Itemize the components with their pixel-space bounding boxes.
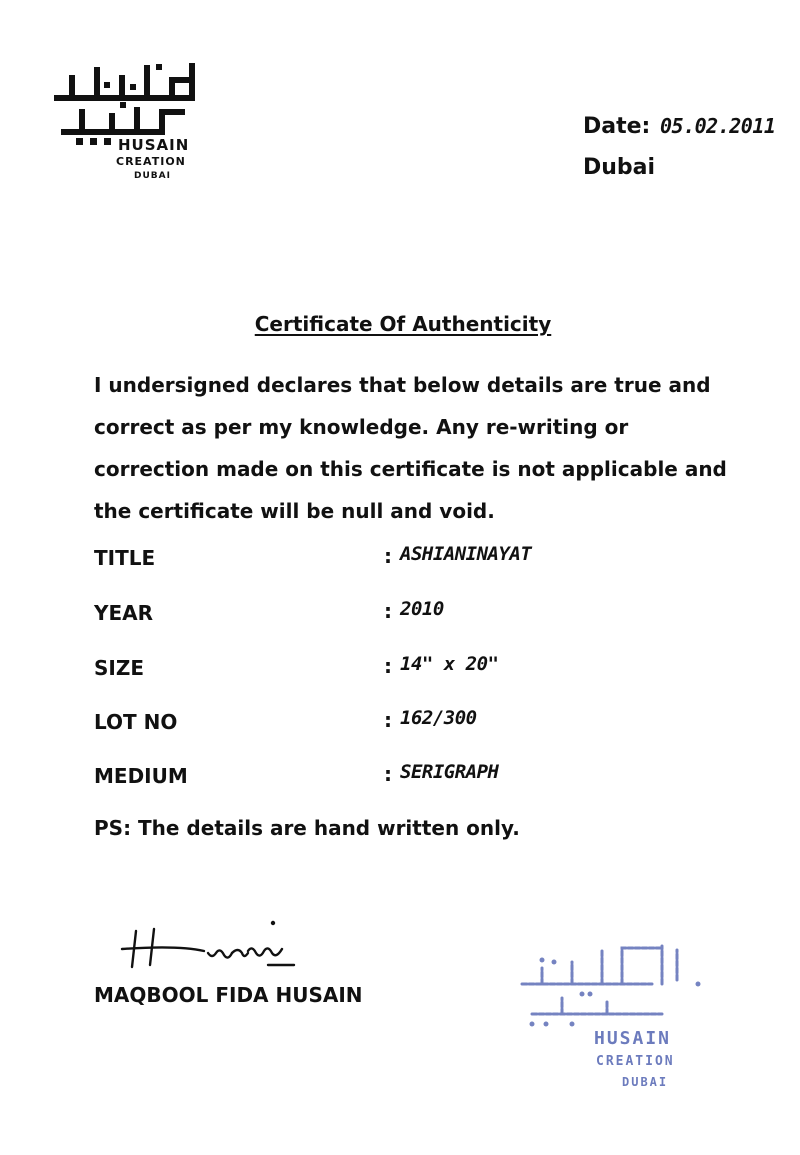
logo-name-text: HUSAIN [118, 136, 190, 154]
logo-sub-text: CREATION [116, 155, 186, 168]
handwritten-signature [118, 915, 318, 975]
detail-label: MEDIUM [94, 764, 188, 788]
stamp-city-text: DUBAI [622, 1075, 669, 1089]
detail-label: SIZE [94, 656, 145, 680]
detail-colon: : [384, 708, 392, 732]
date-label: Date: [583, 114, 651, 139]
date-line [583, 114, 775, 139]
footnote: PS: The details are hand written only. [94, 816, 520, 840]
detail-value-handwritten: SERIGRAPH [400, 761, 499, 783]
detail-colon: : [384, 654, 392, 678]
logo-city-text: DUBAI [134, 171, 171, 181]
stamp-name-text: HUSAIN [594, 1028, 672, 1049]
detail-colon: : [384, 762, 392, 786]
detail-row-title [94, 540, 714, 580]
detail-value-handwritten: 14" x 20" [400, 653, 499, 675]
city-label: Dubai [583, 155, 656, 180]
detail-row-medium [94, 758, 714, 798]
detail-row-year [94, 595, 714, 635]
stamp-sub-text: CREATION [596, 1054, 675, 1069]
stamp-calligraphy-mark [512, 940, 722, 1030]
declaration-paragraph: I undersigned declares that below details are true and correct as per my knowledge. Any re-writing or correction made on this certificate is not applicable and the certificate will be null and void. [94, 373, 727, 523]
detail-colon: : [384, 599, 392, 623]
company-stamp [512, 940, 722, 1090]
detail-value-handwritten: 162/300 [400, 707, 477, 729]
detail-label: YEAR [94, 601, 154, 625]
signatory-name: MAQBOOL FIDA HUSAIN [94, 983, 363, 1007]
detail-row-size [94, 650, 714, 690]
certificate-title: Certificate Of Authenticity [254, 312, 552, 336]
date-value: 05.02.2011 [660, 114, 776, 138]
detail-colon: : [384, 544, 392, 568]
detail-label: LOT NO [94, 710, 178, 734]
detail-row-lot-no [94, 704, 714, 744]
detail-value-handwritten: 2010 [400, 598, 444, 620]
husain-creation-logo [52, 60, 212, 190]
detail-value-handwritten: ASHIANINAYAT [400, 543, 532, 565]
detail-label: TITLE [94, 546, 156, 570]
